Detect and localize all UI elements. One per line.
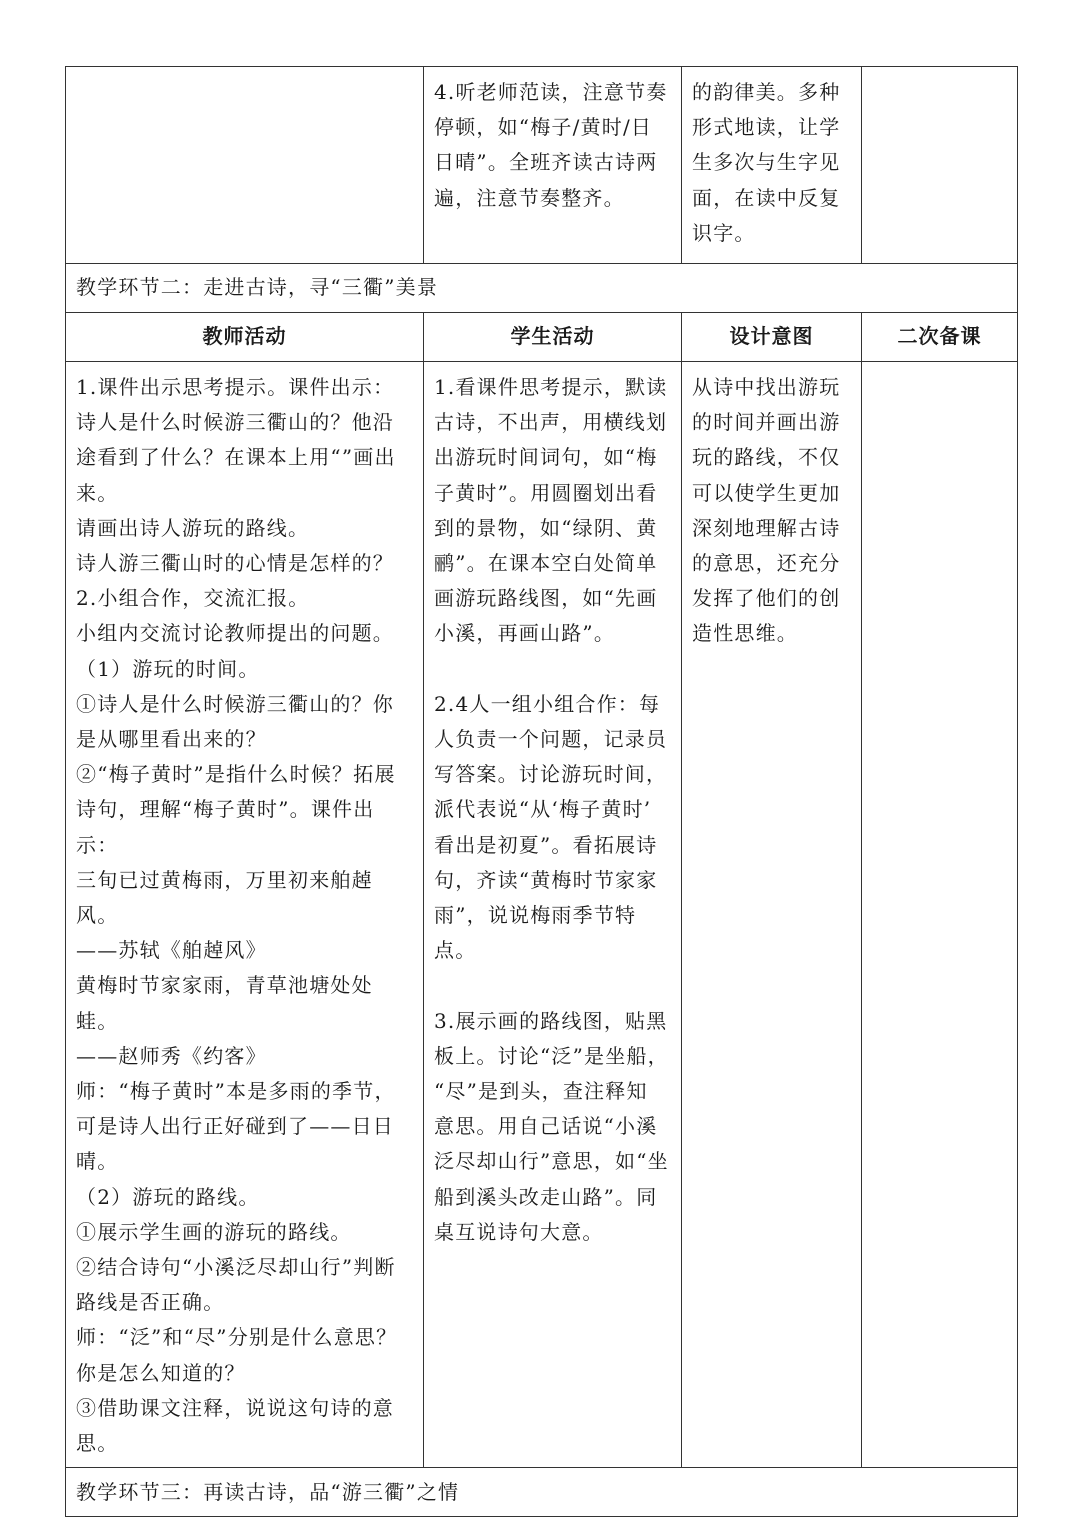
text-line: ——赵师秀《约客》 — [76, 1043, 267, 1068]
text-line: 出游玩时间词句，如“梅 — [434, 445, 658, 470]
text-line: （1）游玩的时间。 — [76, 656, 260, 681]
section-three-row — [66, 1468, 1018, 1517]
text-line: 停顿，如“梅子/黄时/日 — [434, 115, 653, 140]
text-line: 1.课件出示思考提示。课件出示： — [76, 375, 395, 399]
text-line: 句，齐读“黄梅时节家家 — [434, 867, 658, 892]
column-header-row — [66, 313, 1018, 362]
text-line: 请画出诗人游玩的路线。 — [76, 515, 310, 540]
text-line: 3.展示画的路线图，贴黑 — [434, 1008, 668, 1033]
text-line: 发挥了他们的创 — [692, 586, 841, 611]
text-line: 1.看课件思考提示，默读 — [434, 375, 668, 399]
text-line: ——苏轼《舶趠风》 — [76, 938, 267, 963]
header-second-label: 二次备课 — [897, 324, 982, 349]
section-two-title-cell — [66, 264, 1018, 313]
text-line: 黄梅时节家家雨，青草池塘处处蛙。 — [76, 973, 373, 1033]
design-intent-text — [682, 362, 861, 658]
text-line: ②结合诗句“小溪泛尽却山行”判断 — [76, 1255, 396, 1280]
text-line: 途看到了什么？在课本上用“”画出 — [76, 445, 396, 470]
header-design-intent — [682, 313, 862, 362]
text-line: 师：“梅子黄时”本是多雨的季节， — [76, 1079, 396, 1104]
text-line: 日晴”。全班齐读古诗两 — [434, 150, 658, 175]
text-line: ②“梅子黄时”是指什么时候？拓展 — [76, 762, 396, 787]
text-line: 可以使学生更加 — [692, 480, 841, 505]
text-line: 桌互说诗句大意。 — [434, 1219, 604, 1244]
section-three-title-cell — [66, 1468, 1018, 1517]
text-line: 小溪，再画山路”。 — [434, 621, 616, 646]
text-line: （2）游玩的路线。 — [76, 1184, 260, 1209]
text-line: 可是诗人出行正好碰到了——日日 — [76, 1114, 394, 1139]
text-line: 师：“泛”和“尽”分别是什么意思？ — [76, 1325, 398, 1350]
text-line: 的时间并画出游 — [692, 410, 841, 435]
section-two-row — [66, 264, 1018, 313]
student-activity-cell — [424, 362, 682, 1468]
text-line: 到的景物，如“绿阴、黄 — [434, 515, 658, 540]
text-line: 板上。讨论“泛”是坐船， — [434, 1043, 669, 1068]
text-line: 生多次与生字见 — [692, 150, 841, 175]
teacher-activity-cell — [66, 362, 424, 1468]
header-teacher-activity — [66, 313, 424, 362]
section-two-content-row — [66, 362, 1018, 1468]
text-line: 识字。 — [692, 220, 756, 245]
text-line: 深刻地理解古诗 — [692, 515, 841, 540]
header-teacher-label: 教师活动 — [202, 324, 287, 349]
second-prep-cell-continued — [862, 67, 1018, 264]
header-second-prep — [862, 313, 1018, 362]
second-prep-cell — [862, 362, 1018, 1468]
text-line: 4.听老师范读，注意节奏 — [434, 80, 668, 104]
teacher-activity-text — [66, 362, 423, 1467]
text-line: “尽”是到头，查注释知 — [434, 1079, 648, 1104]
continued-row — [66, 67, 1018, 264]
lesson-plan-table — [65, 66, 1018, 1517]
text-line: 古诗，不出声，用横线划 — [434, 410, 668, 435]
text-line: 鹂”。在课本空白处简单 — [434, 551, 658, 576]
section-two-title: 教学环节二：走进古诗，寻“三衢”美景 — [76, 275, 439, 300]
text-line: ①展示学生画的游玩的路线。 — [76, 1219, 352, 1244]
text-line — [434, 968, 672, 1003]
design-intent-cell — [682, 362, 862, 1468]
text-line: 玩的路线，不仅 — [692, 445, 841, 470]
text-line: 遍，注意节奏整齐。 — [434, 185, 625, 210]
text-line: 派代表说“从‘梅子黄时’ — [434, 797, 652, 822]
text-line: 从诗中找出游玩 — [692, 375, 841, 399]
text-line: 造性思维。 — [692, 621, 798, 646]
text-line: 雨”，说说梅雨季节特点。 — [434, 903, 637, 963]
text-line: 是从哪里看出来的？ — [76, 727, 267, 752]
text-line: 意思。用自己话说“小溪 — [434, 1114, 658, 1139]
text-line: 看出是初夏”。看拓展诗 — [434, 832, 658, 857]
header-design-label: 设计意图 — [729, 324, 814, 349]
student-cell-continued — [424, 67, 682, 264]
text-line: 诗人游三衢山时的心情是怎样的？ — [76, 551, 394, 576]
text-line — [434, 652, 672, 687]
text-line: 画游玩路线图，如“先画 — [434, 586, 658, 611]
text-line: 2.4人一组小组合作：每 — [434, 691, 661, 716]
text-line: 面，在读中反复 — [692, 185, 841, 210]
text-line: ①诗人是什么时候游三衢山的？你 — [76, 691, 394, 716]
text-line: ③借助课文注释，说说这句诗的意 — [76, 1395, 394, 1420]
student-activity-text — [424, 362, 681, 1256]
text-line: 人负责一个问题，记录员 — [434, 727, 668, 752]
text-line: 泛尽却山行”意思，如“坐 — [434, 1149, 669, 1174]
teacher-cell-continued — [66, 67, 424, 264]
text-line: 小组内交流讨论教师提出的问题。 — [76, 621, 394, 646]
text-line: 船到溪头改走山路”。同 — [434, 1184, 658, 1209]
header-student-activity — [424, 313, 682, 362]
text-line: 来。 — [76, 480, 119, 505]
text-line: 诗句，理解“梅子黄时”。课件出示： — [76, 797, 375, 857]
text-line: 诗人是什么时候游三衢山的？他沿 — [76, 410, 394, 435]
design-cell-continued — [682, 67, 862, 264]
text-line: 晴。 — [76, 1149, 119, 1174]
text-line: 三旬已过黄梅雨，万里初来舶趠风。 — [76, 867, 373, 928]
text-line: 写答案。讨论游玩时间， — [434, 762, 668, 787]
text-line: 的意思，还充分 — [692, 551, 841, 576]
text-line: 你是怎么知道的？ — [76, 1360, 246, 1385]
text-line: 路线是否正确。 — [76, 1290, 225, 1315]
text-line: 形式地读，让学 — [692, 115, 841, 140]
header-student-label: 学生活动 — [510, 324, 595, 349]
text-line: 2.小组合作，交流汇报。 — [76, 586, 310, 611]
section-three-title: 教学环节三：再读古诗，品“游三衢”之情 — [76, 1479, 460, 1504]
text-line: 子黄时”。用圆圈划出看 — [434, 480, 658, 505]
text-line: 的韵律美。多种 — [692, 80, 841, 104]
text-line: 思。 — [76, 1431, 119, 1456]
